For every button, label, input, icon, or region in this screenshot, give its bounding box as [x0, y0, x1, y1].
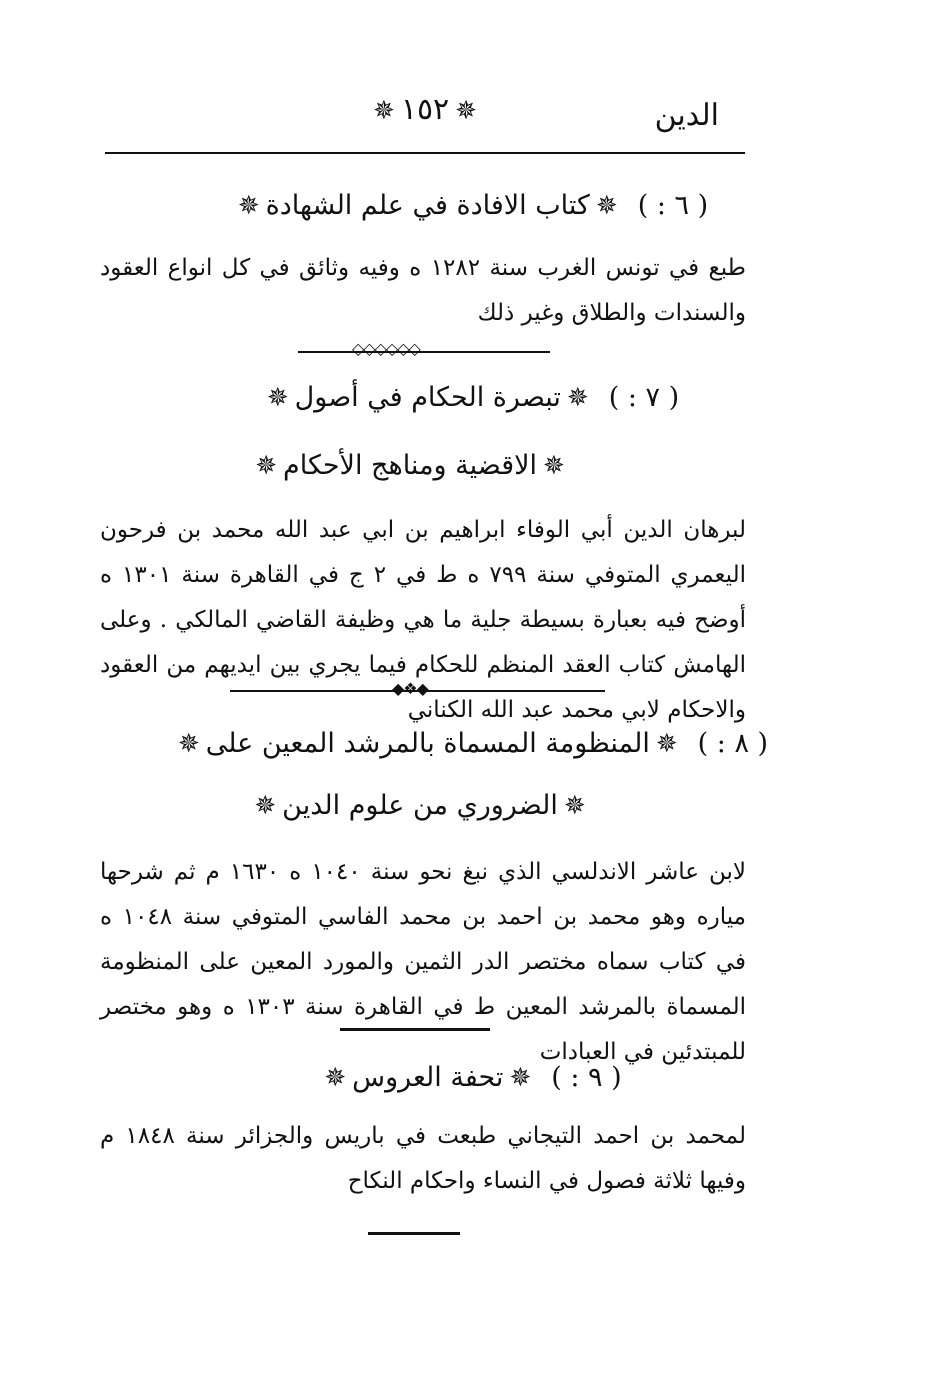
end-divider [368, 1232, 460, 1235]
short-divider [340, 1028, 490, 1031]
section-title-text: المنظومة المسماة بالمرشد المعين على [205, 728, 650, 759]
rosette-icon: ✵ [655, 729, 678, 759]
section-title-text: الاقضية ومناهج الأحكام [283, 450, 537, 481]
section-7-title [140, 382, 800, 413]
section-6-title [140, 190, 800, 221]
section-number: ( ٦ : ) [637, 190, 709, 221]
diamond-chain-icon: ◇◇◇◇◇◇ [352, 339, 420, 358]
rosette-icon: ✵ [566, 383, 589, 413]
section-7-body: لبرهان الدين أبي الوفاء ابراهيم بن ابي عبد الله محمد بن فرحون اليعمري المتوفي سنة ٧٩٩ ه ط في ٢ ج في القاهرة سنة ١٣٠١ ه أوضح فيه بعبارة بسيطة جلية ما هي وظيفة القاضي المالكي . وعلى الهامش كتاب العقد المنظم للحكام فيما يجري بين ايديهم من العقود والاحكام لابي محمد عبد الله الكناني [100, 517, 746, 723]
rosette-icon: ✵ [543, 451, 565, 481]
rosette-icon: ✵ [509, 1063, 532, 1093]
section-8-body: لابن عاشر الاندلسي الذي نبغ نحو سنة ١٠٤٠ ه ١٦٣٠ م ثم شرحها مياره وهو محمد بن احمد بن محمد الفاسي المتوفي سنة ١٠٤٨ ه في كتاب سماه مختصر الدر الثمين والمورد المعين على المنظومة المسماة بالمرشد المعين ط في القاهرة سنة ١٣٠٣ ه وهو مختصر للمبتدئين في العبادات [100, 859, 747, 1065]
section-9-title [300, 1062, 640, 1093]
section-number: ( ٩ : ) [551, 1062, 622, 1093]
knot-ornament-icon: ◆❖◆ [392, 679, 428, 698]
section-9-body: لمحمد بن احمد التيجاني طبعت في باريس والجزائر سنة ١٨٤٨ م وفيها ثلاثة فصول في النساء واحكام النكاح [100, 1123, 746, 1194]
rosette-icon: ✵ [455, 96, 477, 126]
rosette-icon: ✵ [324, 1063, 347, 1093]
section-title-text: الضروري من علوم الدين [282, 790, 558, 821]
page-number [360, 92, 490, 127]
page-number-text: ١٥٢ [400, 92, 450, 127]
section-8-title [140, 728, 800, 759]
section-8-title-line2 [220, 790, 620, 821]
rosette-icon: ✵ [177, 729, 200, 759]
section-title-text: كتاب الافادة في علم الشهادة [265, 190, 590, 221]
rosette-icon: ✵ [266, 383, 289, 413]
section-7-title-line2 [200, 450, 620, 481]
running-title: الدين [654, 98, 719, 133]
rosette-icon: ✵ [595, 191, 618, 221]
rosette-icon: ✵ [237, 191, 260, 221]
rosette-icon: ✵ [563, 791, 586, 821]
section-6-body: طبع في تونس الغرب سنة ١٢٨٢ ه وفيه وثائق في كل انواع العقود والسندات والطلاق وغير ذلك [100, 255, 746, 326]
section-number: ( ٨ : ) [697, 728, 769, 759]
section-title-text: تحفة العروس [352, 1062, 504, 1093]
rosette-icon: ✵ [373, 96, 395, 126]
section-number: ( ٧ : ) [608, 382, 680, 413]
rosette-icon: ✵ [254, 791, 277, 821]
rosette-icon: ✵ [255, 451, 277, 481]
ornamental-divider [298, 351, 550, 353]
header-rule [105, 152, 745, 154]
section-title-text: تبصرة الحكام في أصول [294, 382, 561, 413]
